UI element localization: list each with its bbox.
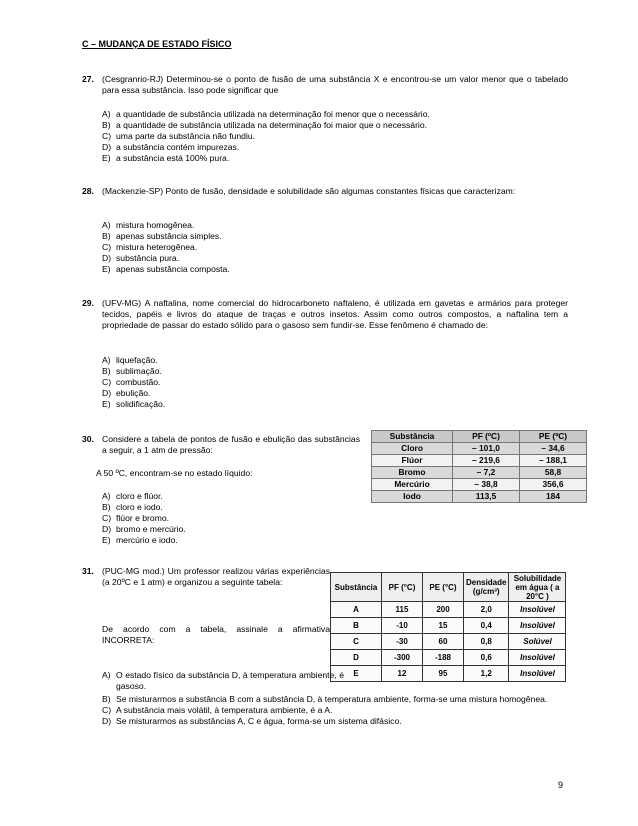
table-cell: – 219,6	[453, 455, 520, 467]
table-cell: Insolúvel	[509, 618, 566, 634]
melting-boiling-table	[371, 430, 587, 503]
table-row	[372, 443, 587, 455]
table-cell: 184	[520, 491, 587, 503]
table-cell: 0,6	[464, 650, 509, 666]
table-row	[372, 479, 587, 491]
table-cell: Bromo	[372, 467, 453, 479]
table-cell: D	[331, 650, 382, 666]
table-cell: -188	[423, 650, 464, 666]
option-e[interactable]: E) mercúrio e iodo.	[102, 535, 178, 545]
option-e[interactable]: E) solidificação.	[102, 399, 166, 409]
option-b[interactable]: B) apenas substância simples.	[102, 231, 222, 241]
table-row	[372, 455, 587, 467]
table-row	[331, 602, 566, 618]
question-number: 28.	[82, 186, 94, 196]
table-cell: Solúvel	[509, 634, 566, 650]
page-number: 9	[558, 780, 564, 790]
table-cell: 0,8	[464, 634, 509, 650]
table-cell: Iodo	[372, 491, 453, 503]
options-list	[102, 109, 430, 164]
table-cell: Insolúvel	[509, 666, 566, 682]
section-title: C – MUDANÇA DE ESTADO FÍSICO	[82, 39, 232, 49]
table-row	[331, 618, 566, 634]
table-cell: 60	[423, 634, 464, 650]
table-cell: -300	[382, 650, 423, 666]
table-cell: 12	[382, 666, 423, 682]
table-header: PF (°C)	[382, 573, 423, 602]
table-row	[372, 491, 587, 503]
table-header: Substância	[331, 573, 382, 602]
table-header: Substância	[372, 431, 453, 443]
question-text: (UFV-MG) A naftalina, nome comercial do hidrocarboneto naftaleno, é utilizada em gavetas e armários para proteger tecidos, papéis e livros do ataque de traças e outros insetos. Assim como outros compostos, a naftalina tem a propriedade de passar do estado sólido para o gasoso sem fundir-se. Esse fenômeno é chamado de:	[102, 298, 568, 330]
table-cell: Cloro	[372, 443, 453, 455]
option-b[interactable]: B) a quantidade de substância utilizada na determinação foi maior que o necessário.	[102, 120, 428, 130]
options-list	[102, 491, 186, 546]
table-row	[331, 634, 566, 650]
table-cell: 0,4	[464, 618, 509, 634]
table-header: PF (ºC)	[453, 431, 520, 443]
table-row	[331, 650, 566, 666]
table-header: Solubilidade em água ( a 20°C )	[509, 573, 566, 602]
question-text: (PUC-MG mod.) Um professor realizou várias experiências (a 20ºC e 1 atm) e organizou a seguinte tabela:	[102, 566, 330, 587]
option-a[interactable]: A) cloro e flúor.	[102, 491, 163, 501]
option-c[interactable]: C) flúor e bromo.	[102, 513, 170, 523]
table-cell: Insolúvel	[509, 602, 566, 618]
table-cell: -10	[382, 618, 423, 634]
table-header: PE (ºC)	[520, 431, 587, 443]
question-text: (Cesgranrio-RJ) Determinou-se o ponto de fusão de uma substância X e encontrou-se um valor menor que o tabelado para essa substância. Isso pode significar que	[102, 74, 568, 95]
question-text: Considere a tabela de pontos de fusão e ebulição das substâncias a seguir, a 1 atm de pressão:	[102, 434, 360, 455]
table-header: Densidade (g/cm³)	[464, 573, 509, 602]
table-header-row	[372, 431, 587, 443]
option-e[interactable]: E) apenas substância composta.	[102, 264, 230, 274]
question-number: 29.	[82, 298, 94, 308]
question-number: 27.	[82, 74, 94, 84]
question-number: 31.	[82, 566, 94, 576]
option-a[interactable]: A) mistura homogênea.	[102, 220, 195, 230]
table-cell: 58,8	[520, 467, 587, 479]
option-b[interactable]: B) sublimação.	[102, 366, 162, 376]
table-cell: 200	[423, 602, 464, 618]
table-header: PE (°C)	[423, 573, 464, 602]
option-c[interactable]: C) combustão.	[102, 377, 161, 387]
options-list	[102, 220, 230, 275]
question-text: (Mackenzie-SP) Ponto de fusão, densidade e solubilidade são algumas constantes físicas que caracterizam:	[102, 186, 516, 196]
table-row	[372, 467, 587, 479]
table-cell: A	[331, 602, 382, 618]
table-cell: B	[331, 618, 382, 634]
table-header-row	[331, 573, 566, 602]
table-cell: 1,2	[464, 666, 509, 682]
option-e[interactable]: E) a substância está 100% pura.	[102, 153, 230, 163]
option-d[interactable]: D) ebulição.	[102, 388, 151, 398]
table-cell: C	[331, 634, 382, 650]
table-row	[331, 666, 566, 682]
table-cell: – 101,0	[453, 443, 520, 455]
option-d[interactable]: D) substância pura.	[102, 253, 180, 263]
table-cell: – 34,6	[520, 443, 587, 455]
table-cell: 95	[423, 666, 464, 682]
option-c[interactable]: C) A substância mais volátil, à temperatura ambiente, é a A.	[102, 705, 333, 715]
experiment-table	[330, 572, 566, 682]
table-cell: – 7,2	[453, 467, 520, 479]
option-a[interactable]: A) liquefação.	[102, 355, 158, 365]
option-a[interactable]: A) a quantidade de substância utilizada na determinação foi menor que o necessário.	[102, 109, 430, 119]
options-list-31b	[102, 694, 568, 727]
table-cell: – 188,1	[520, 455, 587, 467]
table-cell: Insolúvel	[509, 650, 566, 666]
option-d[interactable]: D) a substância contém impurezas.	[102, 142, 240, 152]
table-cell: 115	[382, 602, 423, 618]
option-d[interactable]: D) Se misturarmos as substâncias A, C e água, forma-se um sistema difásico.	[102, 716, 402, 726]
question-subtext: A 50 ºC, encontram-se no estado líquido:	[96, 468, 253, 478]
question-number: 30.	[82, 434, 94, 444]
option-c[interactable]: C) mistura heterogênea.	[102, 242, 198, 252]
table-cell: 356,6	[520, 479, 587, 491]
option-b[interactable]: B) Se misturarmos a substância B com a substância D, à temperatura ambiente, forma-se uma mistura homogênea.	[102, 694, 548, 704]
table-cell: E	[331, 666, 382, 682]
table-cell: – 38,8	[453, 479, 520, 491]
table-cell: 2,0	[464, 602, 509, 618]
option-d[interactable]: D) bromo e mercúrio.	[102, 524, 186, 534]
table-cell: 113,5	[453, 491, 520, 503]
option-b[interactable]: B) cloro e iodo.	[102, 502, 163, 512]
options-list-31a	[102, 670, 344, 692]
question-subtext: De acordo com a tabela, assinale a afirmativa INCORRETA:	[102, 624, 330, 645]
option-a[interactable]: A) O estado físico da substância D, à temperatura ambiente, é gasoso.	[102, 670, 344, 691]
table-cell: Mercúrio	[372, 479, 453, 491]
options-list	[102, 355, 165, 410]
table-cell: Flúor	[372, 455, 453, 467]
table-cell: -30	[382, 634, 423, 650]
table-cell: 15	[423, 618, 464, 634]
option-c[interactable]: C) uma parte da substância não fundiu.	[102, 131, 256, 141]
